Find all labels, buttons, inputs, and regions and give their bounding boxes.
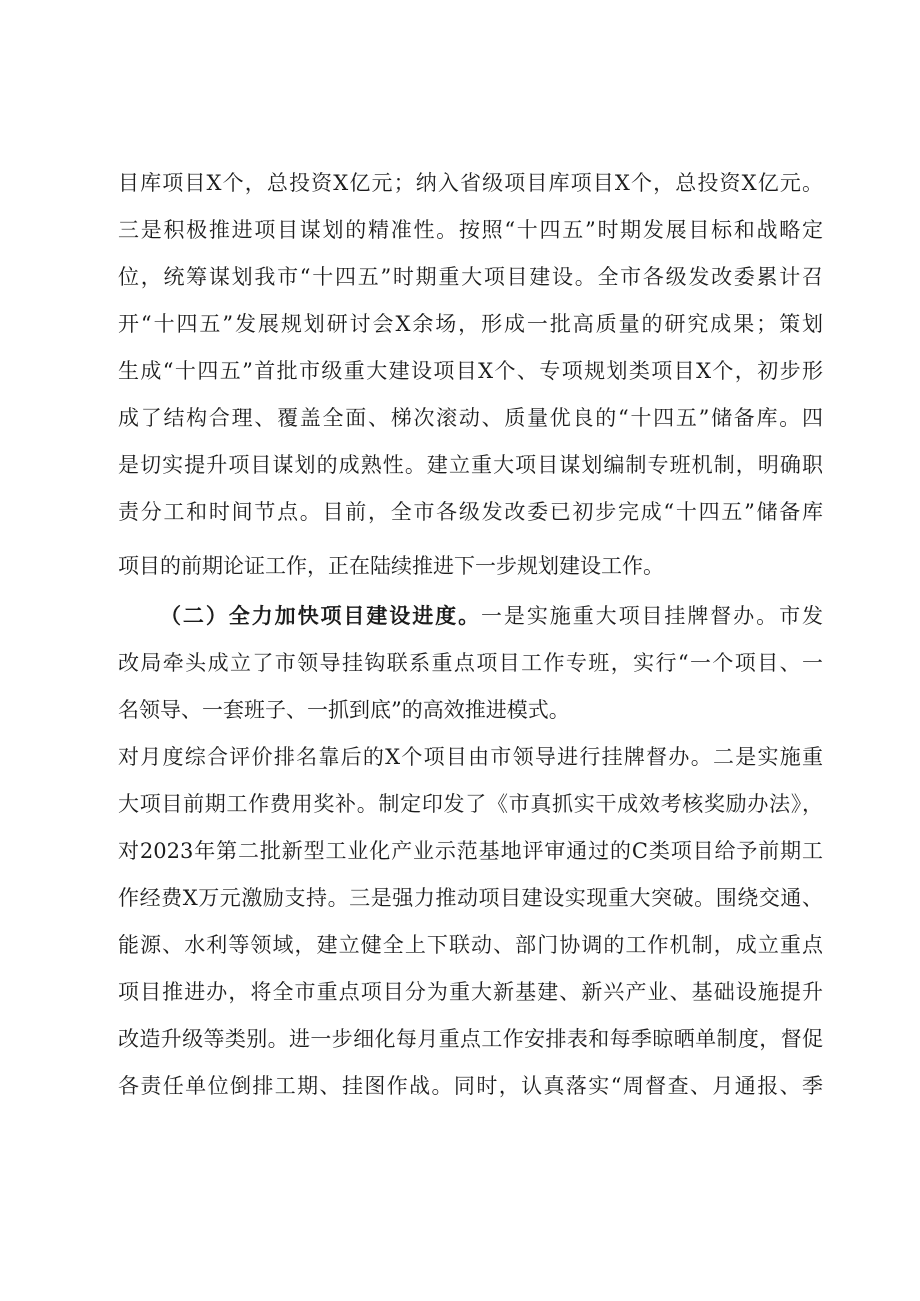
body-text-line: 改造升级等类别。进一步细化每月重点工作安排表和每季晾晒单制度，督促 <box>118 1027 823 1051</box>
section-heading: （二）全力加快项目建设进度。 <box>160 603 481 628</box>
section-heading-line <box>160 596 823 636</box>
section-heading-rest: 一是实施重大项目挂牌督办。市发 <box>481 604 823 628</box>
body-text-line: 责分工和时间节点。目前，全市各级发改委已初步完成“十四五”储备库 <box>118 500 823 524</box>
body-text-line: 位，统筹谋划我市“十四五”时期重大项目建设。全市各级发改委累计召 <box>118 265 823 289</box>
body-text-line: 对月度综合评价排名靠后的X个项目由市领导进行挂牌督办。二是实施重 <box>118 745 823 769</box>
body-text-line: 改局牵头成立了市领导挂钩联系重点项目工作专班，实行“一个项目、一 <box>118 651 823 675</box>
body-text-line: 生成“十四五”首批市级重大建设项目X个、专项规划类项目X个，初步形 <box>118 359 823 383</box>
body-text-line: 大项目前期工作费用奖补。制定印发了《市真抓实干成效考核奖励办法》， <box>118 792 823 816</box>
body-text-line: 是切实提升项目谋划的成熟性。建立重大项目谋划编制专班机制，明确职 <box>118 453 823 477</box>
body-text-line: 项目推进办，将全市重点项目分为重大新基建、新兴产业、基础设施提升 <box>118 980 823 1004</box>
body-text-line: 各责任单位倒排工期、挂图作战。同时，认真落实“周督查、月通报、季 <box>118 1074 823 1098</box>
body-text-line: 能源、水利等领域，建立健全上下联动、部门协调的工作机制，成立重点 <box>118 933 823 957</box>
body-text-line: 目库项目X个，总投资X亿元；纳入省级项目库项目X个，总投资X亿元。 <box>118 171 823 195</box>
body-text-line: 项目的前期论证工作，正在陆续推进下一步规划建设工作。 <box>118 554 664 578</box>
body-text-line: 开“十四五”发展规划研讨会X余场，形成一批高质量的研究成果；策划 <box>118 312 823 336</box>
body-text-line: 成了结构合理、覆盖全面、梯次滚动、质量优良的“十四五”储备库。四 <box>118 406 823 430</box>
body-text-line: 名领导、一套班子、一抓到底”的高效推进模式。 <box>118 698 570 722</box>
body-text-line: 对2023年第二批新型工业化产业示范基地评审通过的C类项目给予前期工 <box>118 839 823 863</box>
body-text-line: 三是积极推进项目谋划的精准性。按照“十四五”时期发展目标和战略定 <box>118 218 823 242</box>
body-text-line: 作经费X万元激励支持。三是强力推动项目建设实现重大突破。围绕交通、 <box>118 886 823 910</box>
